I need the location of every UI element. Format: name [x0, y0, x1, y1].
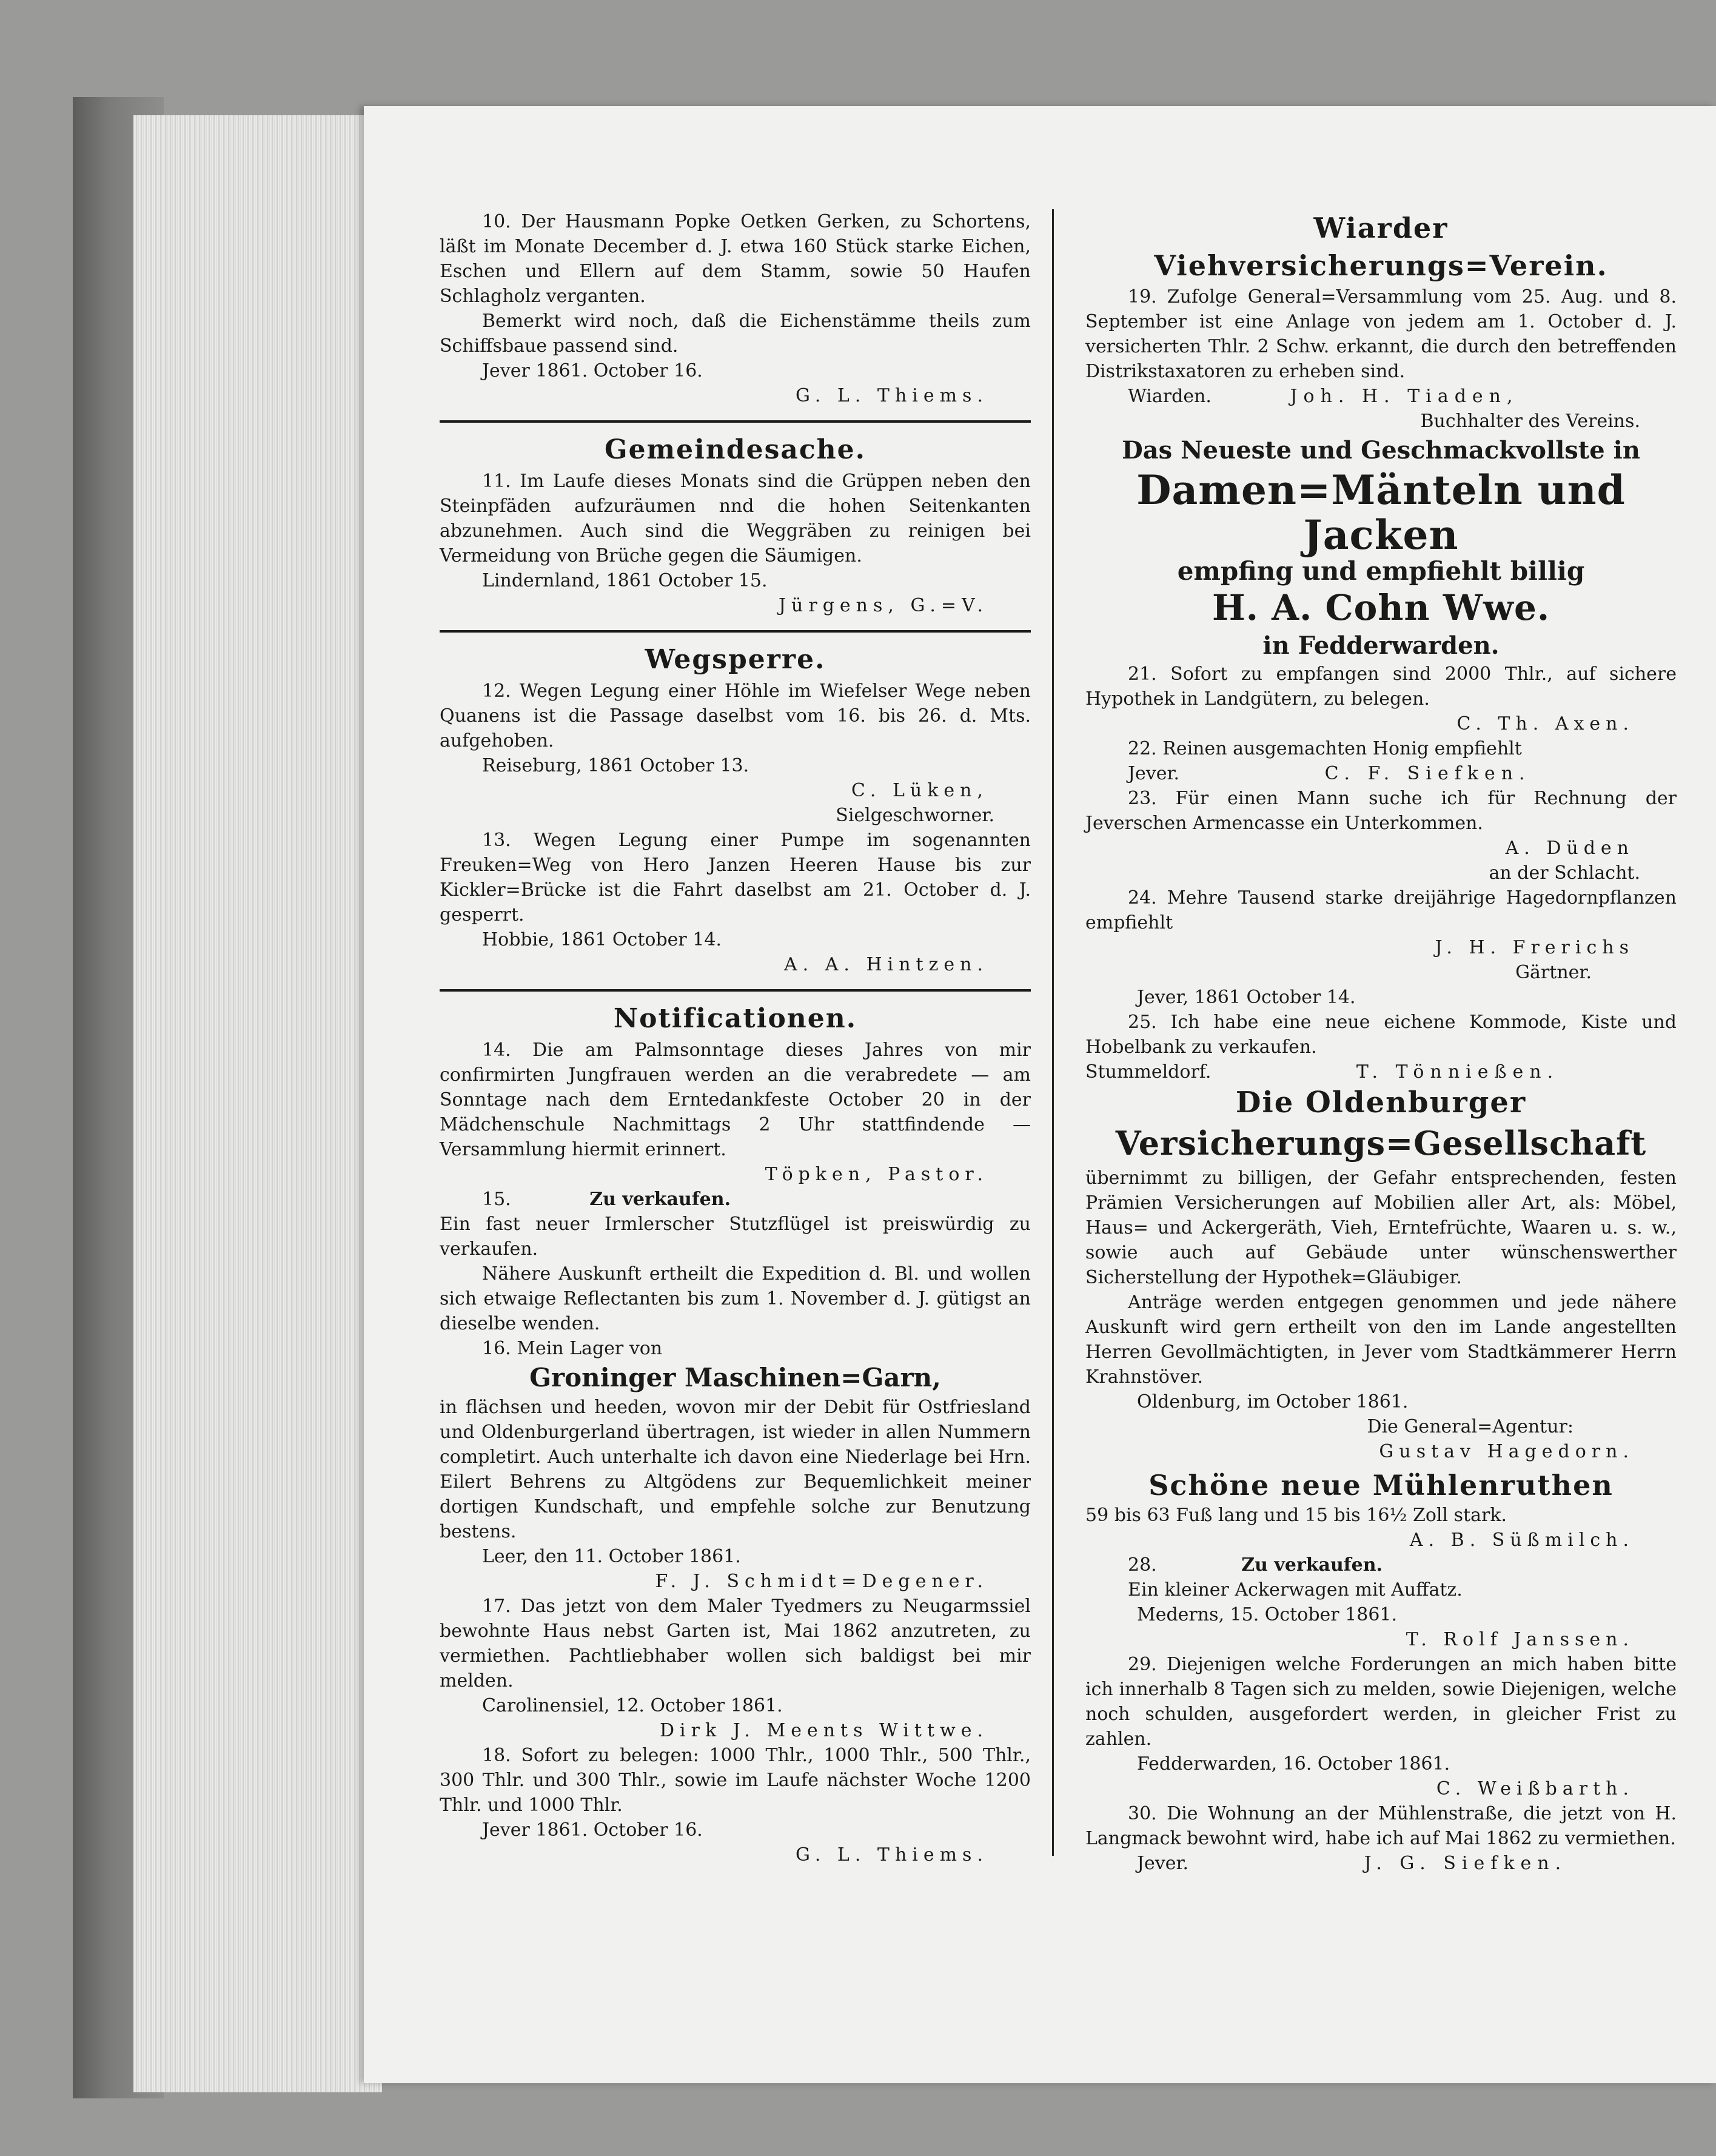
notice-10-note: Bemerkt wird noch, daß die Eichenstämme theils zum Schiffsbaue passend sind.: [440, 311, 1031, 357]
notice-13-place: Hobbie, 1861 October 14.: [482, 929, 722, 950]
left-column: [440, 209, 1031, 1867]
notice-16-place: Leer, den 11. October 1861.: [482, 1546, 741, 1567]
notice-15-body-2: Nähere Auskunft ertheilt die Expedition d. Bl. und wollen sich etwaige Reflectanten bis zum 1. November d. J. gütigst an dieselbe wenden.: [440, 1263, 1031, 1334]
notice-17-body: 17. Das jetzt von dem Maler Tyedmers zu Neugarmssiel bewohnte Haus nebst Garten ist, Mai 1862 anzutreten, zu vermiethen. Pachtliebhaber wollen sich baldigst bei mir melden.: [440, 1596, 1031, 1691]
notice-21-signature: C. Th. Axen.: [1456, 713, 1634, 734]
notice-10-place: Jever 1861. October 16.: [482, 360, 703, 381]
ad-26-body-2: Anträge werden entgegen genommen und jede nähere Auskunft wird gern ertheilt von den im Lande angestellten Herren Gevollmächtigten, in Jever vom Stadtkämmerer Herrn Krahnstöver.: [1085, 1292, 1677, 1388]
notice-29-signature: C. Weißbarth.: [1436, 1778, 1634, 1799]
notice-25-place: Stummeldorf.: [1085, 1061, 1212, 1083]
notice-15-number: 15.: [482, 1189, 511, 1210]
heading-wegsperre: Wegsperre.: [645, 644, 826, 675]
notice-24-place: Jever, 1861 October 14.: [1137, 987, 1356, 1008]
notice-30-body: 30. Die Wohnung an der Mühlenstraße, die jetzt von H. Langmack bewohnt wird, habe ich auf Mai 1862 zu vermiethen.: [1085, 1803, 1677, 1849]
notice-10-signature: G. L. Thiems.: [795, 385, 988, 406]
ad-26-place: Oldenburg, im October 1861.: [1137, 1391, 1409, 1412]
ad-26-signature: Gustav Hagedorn.: [1379, 1441, 1634, 1462]
notice-21-body: 21. Sofort zu empfangen sind 2000 Thlr., auf sichere Hypothek in Landgütern, zu belegen.: [1085, 663, 1677, 710]
notice-22-body: 22. Reinen ausgemachten Honig empfiehlt: [1128, 738, 1522, 759]
notice-10-body: 10. Der Hausmann Popke Oetken Gerken, zu Schortens, läßt im Monate December d. J. etwa 160 Stück starke Eichen, Eschen und Ellern auf dem Stamm, sowie 50 Haufen Schlagholz verganten.: [440, 211, 1031, 307]
notice-22-place: Jever.: [1128, 763, 1180, 784]
notice-12-signature-title: Sielgeschworner.: [836, 805, 994, 826]
notice-28-signature: T. Rolf Janssen.: [1406, 1629, 1634, 1650]
heading-notificationen: Notificationen.: [613, 1003, 857, 1034]
notice-18-signature: G. L. Thiems.: [795, 1844, 988, 1866]
notice-12-place: Reiseburg, 1861 October 13.: [482, 755, 749, 776]
notice-17-place: Carolinensiel, 12. October 1861.: [482, 1695, 783, 1716]
section-rule: [440, 989, 1031, 992]
ad-26-body: übernimmt zu billigen, der Gefahr entsprechenden, festen Prämien Versicherungen auf Mobilien aller Art, als: Möbel, Haus= und Ackergeräth, Vieh, Erntefrüchte, Waaren u. s. w., sowie auch auf Gebäude unter wünschenswerther Sicherstellung der Hypothek=Gläubiger.: [1085, 1167, 1677, 1288]
notice-18-body: 18. Sofort zu belegen: 1000 Thlr., 1000 Thlr., 500 Thlr., 300 Thlr. und 300 Thlr., sowie im Laufe nächster Woche 1200 Thlr. und 1000 Thlr.: [440, 1745, 1031, 1816]
notice-15-body: Ein fast neuer Irmlerscher Stutzflügel ist preiswürdig zu verkaufen.: [440, 1214, 1031, 1260]
notice-15-header: [440, 1187, 1031, 1212]
section-rule: [440, 630, 1031, 633]
notice-11-place: Lindernland, 1861 October 15.: [482, 570, 768, 591]
notice-17-signature: Dirk J. Meents Wittwe.: [660, 1720, 988, 1741]
notice-12-signature: C. Lüken,: [851, 780, 988, 801]
notice-15-title: Zu verkaufen.: [589, 1189, 731, 1210]
notice-19-place: Wiarden.: [1128, 386, 1212, 407]
notice-19-signature: Joh. H. Tiaden,: [1290, 386, 1519, 407]
notice-16-intro: 16. Mein Lager von: [482, 1338, 663, 1359]
ad-26-title-2: Versicherungs=Gesellschaft: [1115, 1124, 1647, 1163]
ad-20-line-1: Das Neueste und Geschmackvollste in: [1122, 436, 1640, 465]
column-divider: [1052, 209, 1054, 1856]
notice-30-place: Jever.: [1137, 1853, 1189, 1874]
notice-23-body: 23. Für einen Mann suche ich für Rechnung der Jeverschen Armencasse ein Unterkommen.: [1085, 788, 1677, 834]
ad-26-title-1: Die Oldenburger: [1235, 1086, 1527, 1120]
heading-gemeindesache: Gemeindesache.: [605, 434, 866, 465]
notice-19-signature-title: Buchhalter des Vereins.: [1420, 411, 1640, 432]
notice-19-body: 19. Zufolge General=Versammlung vom 25. Aug. und 8. September ist eine Anlage von jedem am 1. October d. J. versicherten Thlr. 2 Schw. erkannt, die durch den betreffenden Distrikstaxatoren zu erheben sind.: [1085, 286, 1677, 382]
page-stack-edges: [133, 115, 382, 2092]
notice-22-signature: C. F. Siefken.: [1324, 763, 1531, 784]
notice-24-signature-title: Gärtner.: [1515, 962, 1592, 983]
notice-25-place-signature: [1085, 1060, 1677, 1084]
notice-28-number: 28.: [1128, 1554, 1157, 1576]
notice-30-signature: J. G. Siefken.: [1364, 1853, 1567, 1874]
notice-23-signature: A. Düden: [1505, 838, 1634, 859]
right-column: [1085, 209, 1677, 1876]
notice-29-place: Fedderwarden, 16. October 1861.: [1137, 1753, 1450, 1775]
notice-16-title: Groninger Maschinen=Garn,: [529, 1363, 941, 1392]
notice-14-signature: Töpken, Pastor.: [765, 1164, 988, 1185]
notice-14-body: 14. Die am Palmsonntage dieses Jahres von mir confirmirten Jungfrauen werden an die verabredete — am Sonntage nach dem Erntedankfeste October 20 in der Mädchenschule Nachmittags 2 Uhr stattfindende — Versammlung hiermit erinnert.: [440, 1039, 1031, 1160]
ad-26-agency: Die General=Agentur:: [1367, 1416, 1574, 1437]
notice-28-body: Ein kleiner Ackerwagen mit Auffatz.: [1128, 1579, 1463, 1600]
notice-29-body: 29. Diejenigen welche Forderungen an mich haben bitte ich innerhalb 8 Tagen sich zu melden, sowie Diejenigen, welche noch schulden, ausgefordert werden, in gleicher Frist zu zahlen.: [1085, 1654, 1677, 1750]
ad-27-signature: A. B. Süßmilch.: [1409, 1530, 1634, 1551]
notice-28-title: Zu verkaufen.: [1241, 1554, 1383, 1576]
notice-22-place-signature: [1085, 761, 1677, 786]
ad-20-line-5: H. A. Cohn Wwe.: [1212, 587, 1550, 628]
notice-24-body: 24. Mehre Tausend starke dreijährige Hagedornpflanzen empfiehlt: [1085, 887, 1677, 933]
notice-19-place-signature: [1085, 384, 1677, 409]
notice-12-body: 12. Wegen Legung einer Höhle im Wiefelser Wege neben Quanens ist die Passage daselbst vom 16. bis 26. d. Mts. aufgehoben.: [440, 680, 1031, 751]
ad-27-title: Schöne neue Mühlenruthen: [1148, 1469, 1614, 1502]
notice-28-header: [1085, 1553, 1677, 1577]
ad-20-line-4: empfing und empfiehlt billig: [1177, 556, 1585, 586]
heading-wiarder: Wiarder Viehversicherungs=Verein.: [1154, 212, 1608, 282]
notice-16-signature: F. J. Schmidt=Degener.: [655, 1571, 988, 1592]
notice-23-signature-title: an der Schlacht.: [1489, 862, 1640, 884]
notice-18-place: Jever 1861. October 16.: [482, 1819, 703, 1841]
notice-24-signature: J. H. Frerichs: [1435, 937, 1634, 958]
ad-20-line-2: Damen=Mänteln und: [1136, 466, 1626, 514]
notice-25-body: 25. Ich habe eine neue eichene Kommode, Kiste und Hobelbank zu verkaufen.: [1085, 1012, 1677, 1058]
section-rule: [440, 420, 1031, 423]
notice-13-body: 13. Wegen Legung einer Pumpe im sogenannten Freuken=Weg von Hero Janzen Heeren Hause bis zur Kickler=Brücke ist die Fahrt daselbst am 21. October d. J. gesperrt.: [440, 830, 1031, 925]
ad-20-line-3: Jacken: [1303, 511, 1459, 559]
ad-20-line-6: in Fedderwarden.: [1262, 631, 1500, 660]
notice-28-place: Mederns, 15. October 1861.: [1137, 1604, 1398, 1625]
notice-16-body: in flächsen und heeden, wovon mir der Debit für Ostfriesland und Oldenburgerland übertragen, ist wieder in allen Nummern completirt. Auch unterhalte ich davon eine Niederlage bei Hrn. Eilert Behrens zu Altgödens zur Bequemlichkeit meiner dortigen Kundschaft, und empfehle solche zur Benutzung bestens.: [440, 1397, 1031, 1542]
notice-11-signature: Jürgens, G.=V.: [779, 595, 988, 616]
ad-27-body: 59 bis 63 Fuß lang und 15 bis 16½ Zoll stark.: [1085, 1505, 1507, 1526]
notice-25-signature: T. Tönnießen.: [1356, 1061, 1560, 1083]
notice-11-body: 11. Im Laufe dieses Monats sind die Grüppen neben den Steinpfäden aufzuräumen nnd die hohen Seitenkanten abzunehmen. Auch sind die Weggräben zu reinigen bei Vermeidung von Brüche gegen die Säumigen.: [440, 471, 1031, 566]
notice-13-signature: A. A. Hintzen.: [783, 954, 988, 975]
notice-30-place-signature: [1085, 1851, 1677, 1876]
